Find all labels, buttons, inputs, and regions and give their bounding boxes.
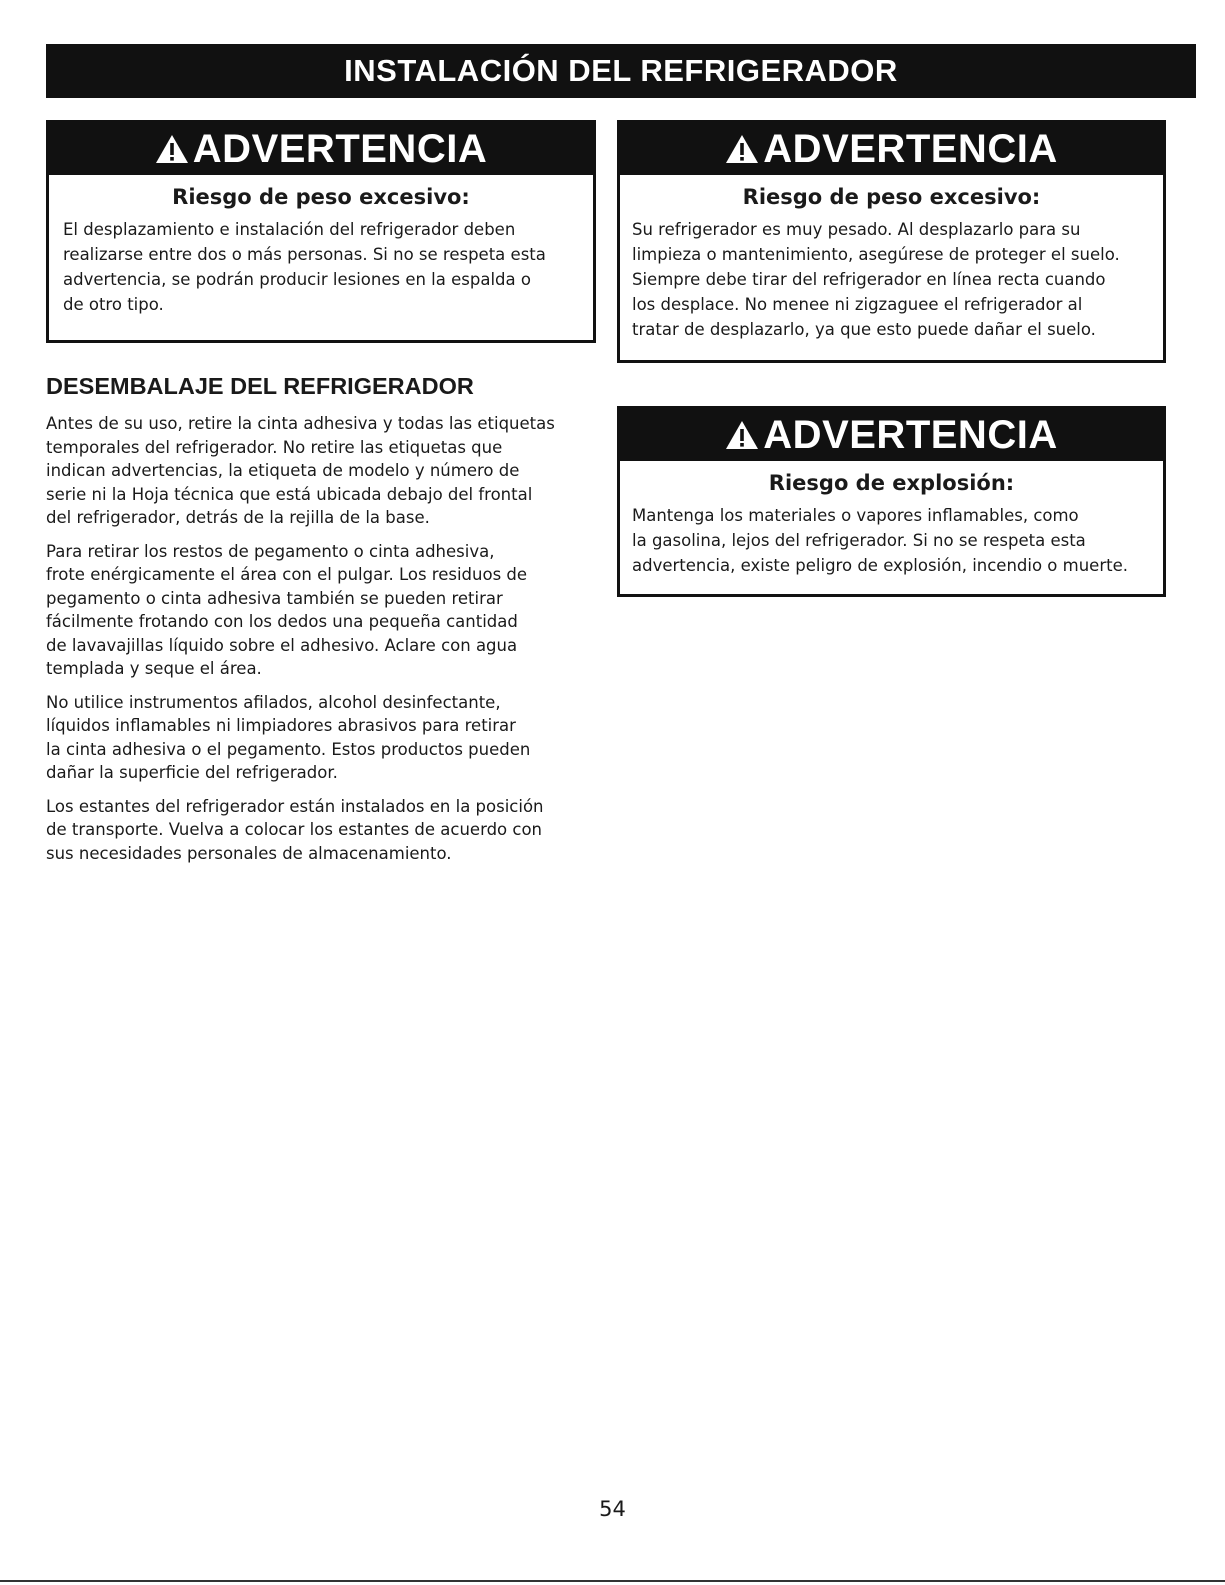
warning-header <box>620 409 1163 461</box>
warning-box-weight-1 <box>46 120 596 343</box>
warning-text: El desplazamiento e instalación del refrigerador deben realizarse entre dos o más personas. Si no se respeta esta advertencia, se podrán producir lesiones en la espalda o de otro tipo. <box>63 220 546 314</box>
warning-subheading: Riesgo de peso excesivo: <box>742 185 1041 209</box>
section-body <box>46 412 606 875</box>
warning-box-weight-2 <box>617 120 1166 363</box>
section-title: DESEMBALAJE DEL REFRIGERADOR <box>46 373 474 399</box>
warning-triangle-icon <box>725 420 759 450</box>
paragraph: Para retirar los restos de pegamento o cinta adhesiva, frote enérgicamente el área con el pulgar. Los residuos de pegamento o cinta adhesiva también se pueden retirar fácilmente frotando con los dedos una pequeña cantidad de lavavajillas líquido sobre el adhesivo. Aclare con agua templada y seque el área. <box>46 541 528 678</box>
warning-triangle-icon <box>725 134 759 164</box>
warning-subheading: Riesgo de explosión: <box>768 471 1015 495</box>
bottom-divider <box>0 1580 1225 1582</box>
warning-header <box>620 123 1163 175</box>
paragraph: Los estantes del refrigerador están instalados en la posición de transporte. Vuelva a colocar los estantes de acuerdo con sus necesidades personales de almacenamiento. <box>46 796 544 863</box>
paragraph: No utilice instrumentos afilados, alcohol desinfectante, líquidos inflamables ni limpiadores abrasivos para retirar la cinta adhesiva o el pegamento. Estos productos pueden dañar la superficie del refrigerador. <box>46 692 531 782</box>
warning-subheading: Riesgo de peso excesivo: <box>172 185 470 209</box>
warning-text: Su refrigerador es muy pesado. Al desplazarlo para su limpieza o mantenimiento, asegúrese de proteger el suelo. Siempre debe tirar del refrigerador en línea recta cuando los desplace. No menee ni zigzaguee el refrigerador al tratar de desplazarlo, ya que esto puede dañar el suelo. <box>632 220 1120 339</box>
warning-box-explosion <box>617 406 1166 597</box>
page-number: 54 <box>599 1497 626 1521</box>
warning-heading: ADVERTENCIA <box>192 126 488 171</box>
warning-triangle-icon <box>155 134 189 164</box>
page-title: INSTALACIÓN DEL REFRIGERADOR <box>344 53 898 88</box>
paragraph: Antes de su uso, retire la cinta adhesiva y todas las etiquetas temporales del refrigerador. No retire las etiquetas que indican advertencias, la etiqueta de modelo y número de serie ni la Hoja técnica que está ubicada debajo del frontal del refrigerador, detrás de la rejilla de la base. <box>46 414 555 527</box>
warning-heading: ADVERTENCIA <box>763 126 1058 171</box>
warning-text: Mantenga los materiales o vapores inflamables, como la gasolina, lejos del refrigerador. Si no se respeta esta advertencia, existe peligro de explosión, incendio o muerte. <box>632 506 1128 575</box>
warning-heading: ADVERTENCIA <box>763 412 1058 457</box>
warning-header <box>49 123 593 175</box>
page-title-banner <box>46 44 1196 98</box>
